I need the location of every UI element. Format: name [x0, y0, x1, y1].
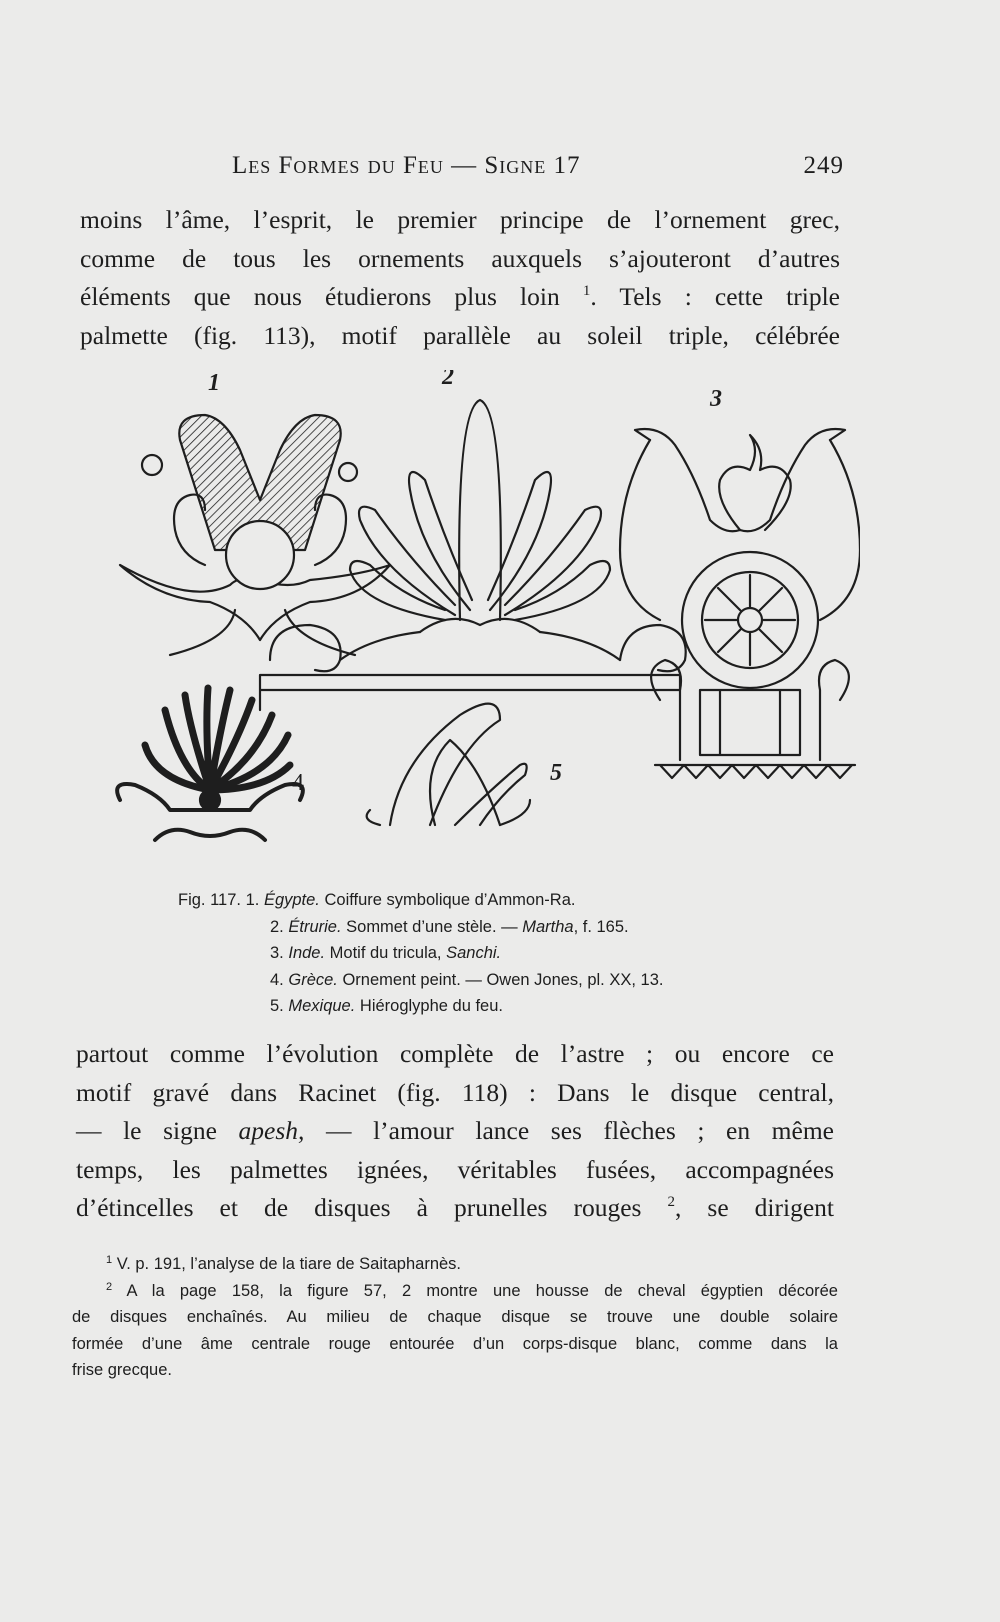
page-number: 249 — [803, 152, 844, 179]
footnote-mark: 1 — [106, 1254, 113, 1266]
text-fragment: , se dirigent — [675, 1193, 834, 1222]
text-line: palmette (fig. 113), motif parallèle au soleil triple, célébrée — [80, 320, 840, 350]
caption-item-number: 1. — [245, 891, 260, 909]
caption-place: Grèce. — [288, 970, 338, 989]
figure-3-indian-tricula — [620, 429, 860, 778]
footnotes — [72, 1251, 838, 1384]
footnote-text: V. p. 191, l’analyse de la tiare de Saitapharnès. — [112, 1255, 462, 1273]
figure-117 — [60, 370, 860, 890]
caption-item-number: 3. — [270, 944, 284, 962]
footnote-2-line: de disques enchaînés. Au milieu de chaque disque se trouve une double solaire — [72, 1308, 838, 1326]
footnote-mark: 2 — [106, 1280, 113, 1293]
caption-row — [178, 887, 663, 914]
footnote-1 — [72, 1251, 838, 1278]
text-fragment: éléments que nous étudierons plus loin — [80, 282, 560, 311]
caption-place: Étrurie. — [288, 917, 342, 936]
caption-place: Mexique. — [288, 997, 356, 1015]
text-line: temps, les palmettes ignées, véritables fusées, accompagnées — [76, 1154, 834, 1184]
caption-place: Égypte. — [263, 891, 320, 909]
figure-4-greek-palmette — [117, 688, 303, 840]
paragraph-bottom — [76, 1035, 834, 1228]
figure-number: Fig. 117. — [178, 891, 241, 909]
text-line: partout comme l’évolution complète de l’astre ; ou encore ce — [76, 1039, 834, 1068]
figure-label-3: 3 — [710, 386, 722, 412]
footnote-2-line — [72, 1278, 838, 1305]
figure-label-2: 2 — [442, 370, 454, 390]
figure-5-mexican-fire — [367, 704, 530, 825]
caption-item-number: 5. — [270, 997, 284, 1015]
caption-text: Hiéroglyphe du feu. — [355, 997, 503, 1015]
paragraph-top — [80, 201, 840, 355]
text-line — [76, 1189, 834, 1228]
running-header — [232, 152, 844, 180]
footnote-2-line: frise grecque. — [72, 1361, 172, 1379]
caption-tail: , f. 165. — [573, 917, 629, 936]
caption-row — [270, 914, 663, 941]
caption-text: Ornement peint. — Owen Jones, pl. XX, 13. — [337, 970, 664, 989]
text-fragment: . Tels : cette triple — [590, 282, 840, 311]
caption-reference: Martha — [522, 917, 574, 936]
footnote-text: A la page 158, la figure 57, 2 montre une housse de cheval égyptien décorée — [112, 1281, 838, 1300]
figure-label-1: 1 — [208, 370, 220, 396]
caption-item-number: 2. — [270, 917, 284, 936]
figure-caption — [178, 887, 663, 1020]
caption-item-number: 4. — [270, 970, 284, 989]
text-line: motif gravé dans Racinet (fig. 118) : Dans le disque central, — [76, 1077, 834, 1107]
caption-text: Coiffure symbolique d’Ammon-Ra. — [319, 891, 576, 909]
caption-text: Motif du tricula, — [325, 944, 447, 962]
italic-term: apesh, — [238, 1116, 305, 1145]
caption-row — [270, 993, 663, 1020]
caption-reference: Sanchi. — [446, 944, 502, 962]
caption-place: Inde. — [288, 944, 326, 962]
footnote-ref: 1 — [582, 283, 591, 299]
figure-1-egypt-headdress — [120, 415, 390, 655]
caption-row — [270, 940, 663, 967]
text-line — [80, 278, 840, 317]
text-fragment: d’étincelles et de disques à prunelles rouges — [76, 1193, 642, 1222]
text-fragment: — l’amour lance ses flèches ; en même — [304, 1116, 834, 1145]
caption-row — [270, 967, 663, 994]
text-line — [76, 1112, 834, 1151]
figure-illustration — [60, 370, 860, 890]
footnote-ref: 2 — [667, 1194, 675, 1210]
footnote-2-line: formée d’une âme centrale rouge entourée d’un corps-disque blanc, comme dans la — [72, 1334, 838, 1353]
text-line: moins l’âme, l’esprit, le premier principe de l’ornement grec, — [80, 205, 840, 234]
caption-text: Sommet d’une stèle. — — [341, 917, 523, 936]
figure-label-4: 4 — [292, 770, 304, 796]
figure-label-5: 5 — [550, 760, 562, 786]
running-title: Les Formes du Feu — Signe 17 — [232, 152, 581, 179]
text-line: comme de tous les ornements auxquels s’ajouteront d’autres — [80, 243, 840, 273]
text-fragment: — le signe — [76, 1116, 239, 1145]
